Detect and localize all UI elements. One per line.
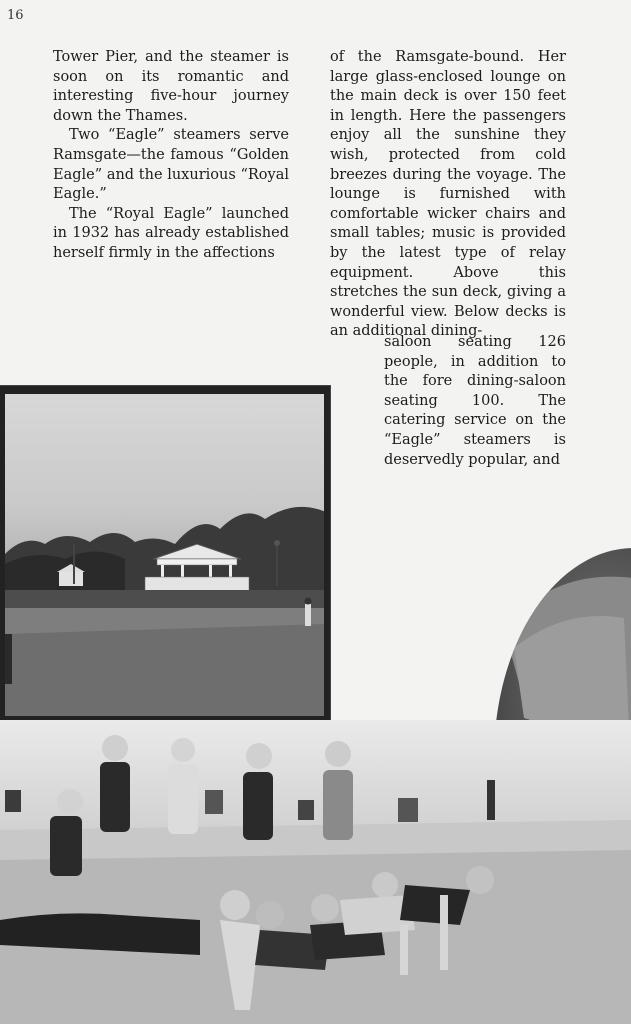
park-bandstand-photo [0,385,331,723]
paragraph-4-top: of the Ramsgate-bound. Her large glass-enclosed lounge on the main deck is over 150 feet in length. Here the passengers enjoy all the sunshine they wish, protected from cold breezes during the voyage. The lounge is furnished with comfortable wicker chairs and small tables; music is provided by the latest type of relay equipment. Above this stretches the sun deck, giving a wonderful view. Below decks is an additional dining- [330,49,566,340]
paragraph-4-bottom: saloon seating 126 people, in addition to the fore dining-saloon seating 100. The catering service on the “Eagle” steamers is deservedly popular, and [384,334,566,468]
paragraph-2: Two “Eagle” steamers serve Ramsgate—the famous “Golden Eagle” and the luxurious “Royal Eagle.” [53,127,289,203]
beach-scene-illustration [0,720,631,1024]
park-scene-illustration [5,394,324,716]
article-left-column [53,48,289,264]
paragraph-3: The “Royal Eagle” launched in 1932 has already established herself firmly in the affections [53,205,289,261]
beach-group-photo [0,720,631,1024]
page-number: 16 [7,8,24,23]
paragraph-1: Tower Pier, and the steamer is soon on its romantic and interesting five-hour journey down the Thames. [53,49,289,124]
article-right-column [330,48,566,342]
article-right-column-narrow [384,333,566,470]
